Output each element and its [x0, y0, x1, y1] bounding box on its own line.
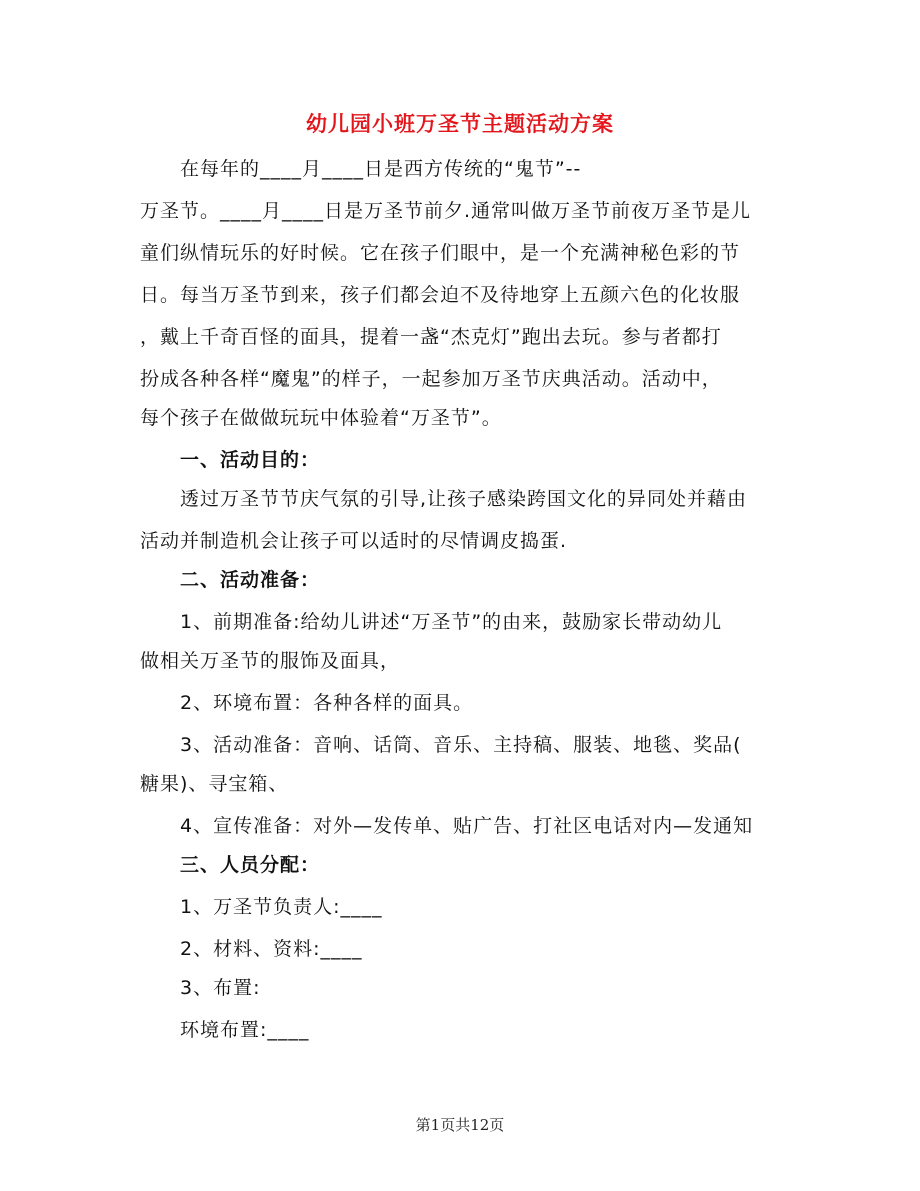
paragraph-line: 透过万圣节节庆气氛的引导,让孩子感染跨国文化的异同处并藉由	[180, 488, 748, 510]
paragraph-line: 糖果)、寻宝箱、	[140, 773, 289, 795]
list-item: 2、环境布置：各种各样的面具。	[180, 692, 474, 714]
paragraph-line: 做相关万圣节的服饰及面具，	[140, 650, 401, 672]
section-heading-purpose: 一、活动目的：	[180, 449, 321, 471]
document-title: 幼儿园小班万圣节主题活动方案	[306, 112, 614, 136]
paragraph-line: 万圣节。____月____日是万圣节前夕.通常叫做万圣节前夜万圣节是儿	[140, 200, 752, 222]
paragraph-line: 童们纵情玩乐的好时候。它在孩子们眼中，是一个充满神秘色彩的节	[140, 242, 741, 264]
section-heading-preparation: 二、活动准备：	[180, 569, 321, 591]
paragraph-line: 活动并制造机会让孩子可以适时的尽情调皮捣蛋.	[140, 530, 568, 552]
paragraph-line: ，戴上千奇百怪的面具，提着一盏“杰克灯”跑出去玩。参与者都打	[140, 326, 722, 348]
list-item: 环境布置:____	[180, 1019, 310, 1041]
list-item: 4、宣传准备：对外—发传单、贴广告、打社区电话对内—发通知	[180, 815, 754, 837]
list-item: 1、万圣节负责人:____	[180, 896, 383, 918]
paragraph-line: 扮成各种各样“魔鬼”的样子，一起参加万圣节庆典活动。活动中，	[140, 368, 722, 390]
section-heading-staffing: 三、人员分配：	[180, 854, 321, 876]
paragraph-line: 在每年的____月____日是西方传统的“鬼节”--	[180, 158, 582, 180]
list-item: 3、布置:	[180, 977, 261, 999]
list-item: 2、材料、资料:____	[180, 938, 363, 960]
page-footer: 第1页共12页	[415, 1116, 505, 1134]
paragraph-line: 每个孩子在做做玩玩中体验着“万圣节”。	[140, 407, 502, 429]
list-item: 1、前期准备:给幼儿讲述“万圣节”的由来，鼓励家长带动幼儿	[180, 611, 723, 633]
paragraph-line: 日。每当万圣节到来，孩子们都会迫不及待地穿上五颜六色的化妆服	[140, 284, 741, 306]
list-item: 3、活动准备：音响、话筒、音乐、主持稿、服装、地毯、奖品(	[180, 734, 742, 756]
